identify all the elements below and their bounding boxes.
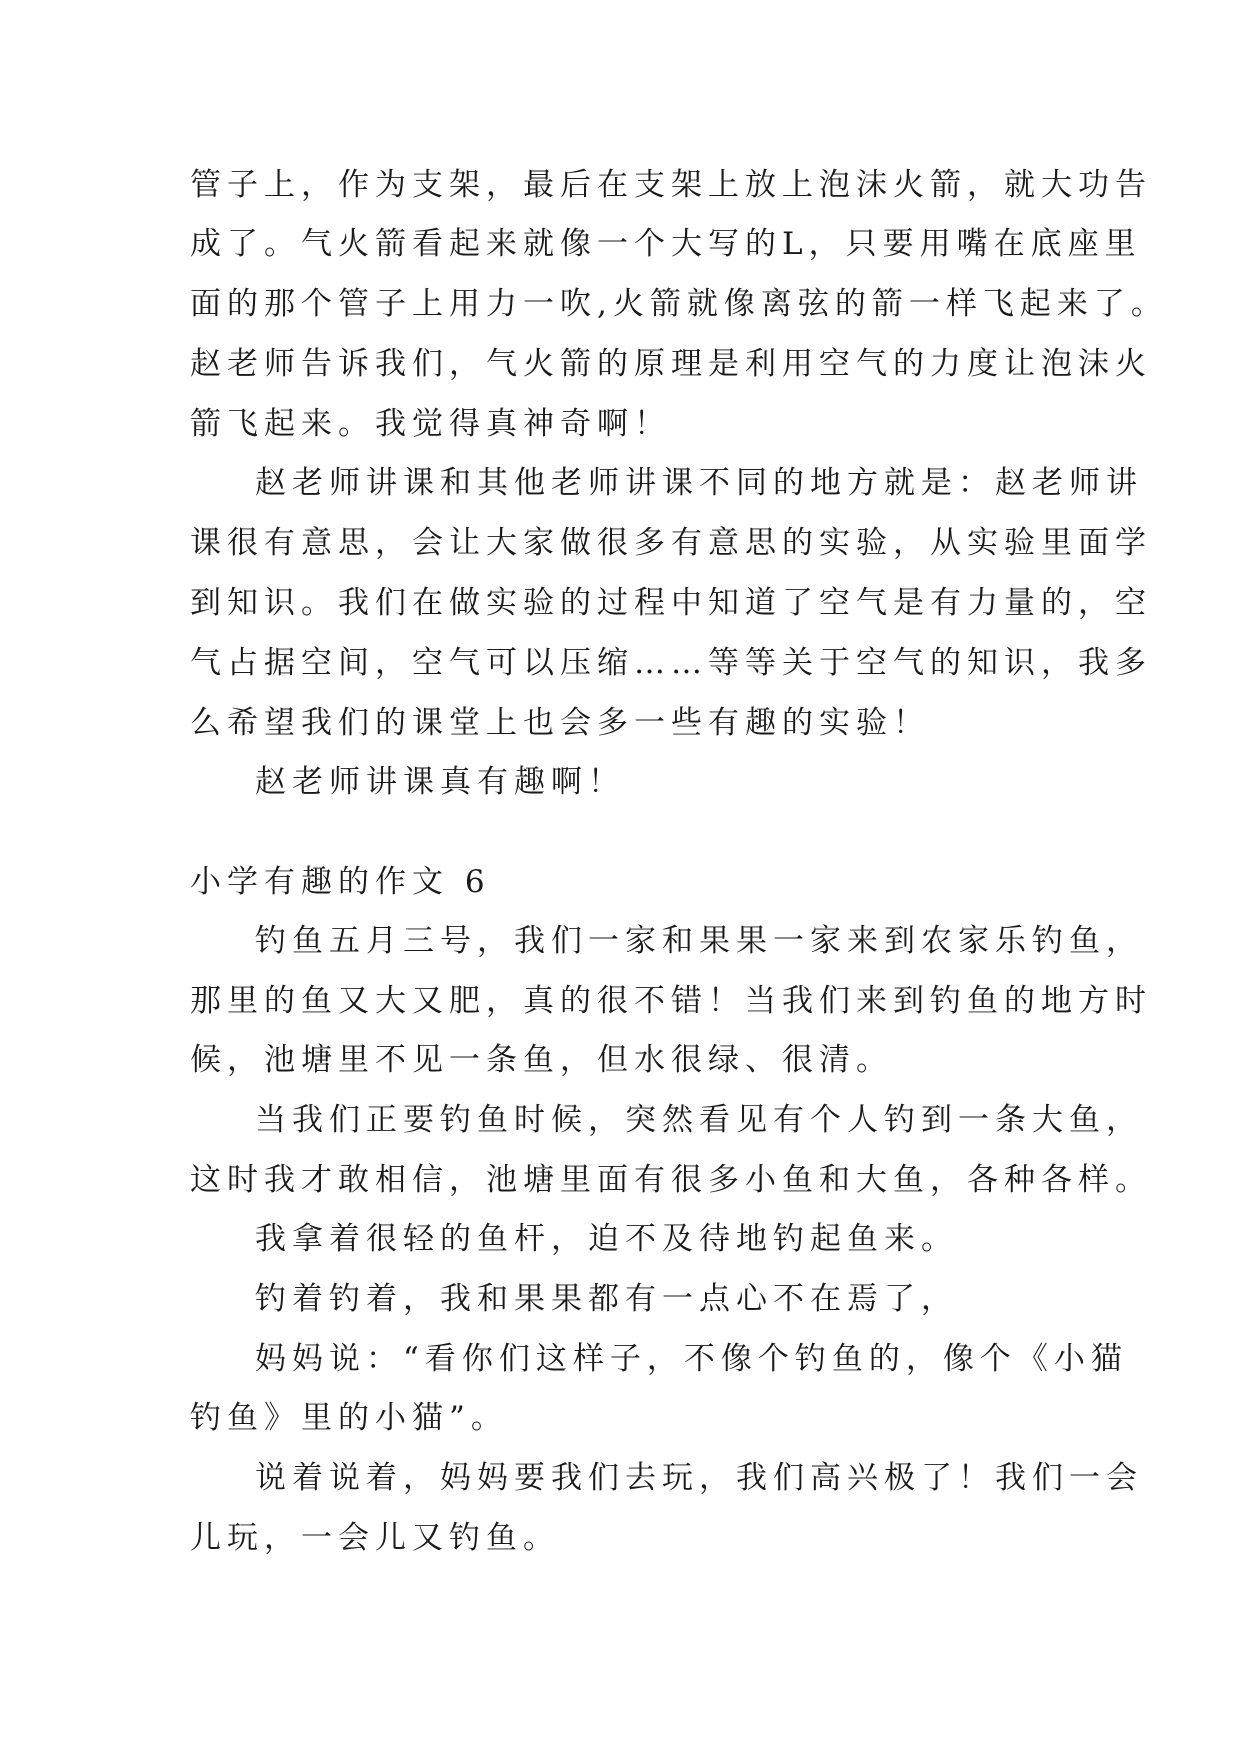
text-line: 那里的鱼又大又肥，真的很不错！当我们来到钓鱼的地方时	[190, 983, 1152, 1019]
text-line: 课很有意思，会让大家做很多有意思的实验，从实验里面学	[190, 525, 1152, 561]
text-line: 管子上，作为支架，最后在支架上放上泡沫火箭，就大功告	[190, 167, 1152, 203]
paragraph-start-line: 当我们正要钓鱼时候，突然看见有个人钓到一条大鱼，	[255, 1102, 1143, 1138]
text-line: 么希望我们的课堂上也会多一些有趣的实验！	[190, 705, 930, 741]
text-line: 钓鱼》里的小猫”。	[190, 1400, 508, 1436]
paragraph-start-line: 赵老师讲课真有趣啊！	[255, 764, 625, 800]
section-title: 小学有趣的作文 6	[190, 864, 491, 900]
text-line: 赵老师告诉我们，气火箭的原理是利用空气的力度让泡沫火	[190, 346, 1152, 382]
paragraph-start-line: 钓着钓着，我和果果都有一点心不在焉了，	[255, 1281, 958, 1317]
paragraph-start-line: 钓鱼五月三号，我们一家和果果一家来到农家乐钓鱼，	[255, 923, 1143, 959]
paragraph-start-line: 妈妈说：“看你们这样子，不像个钓鱼的，像个《小猫	[255, 1341, 1128, 1377]
text-line: 这时我才敢相信，池塘里面有很多小鱼和大鱼，各种各样。	[190, 1162, 1152, 1198]
text-line: 儿玩，一会儿又钓鱼。	[190, 1520, 560, 1556]
text-line: 气占据空间，空气可以压缩……等等关于空气的知识，我多	[190, 645, 1152, 681]
paragraph-start-line: 我拿着很轻的鱼杆，迫不及待地钓起鱼来。	[255, 1221, 958, 1257]
paragraph-start-line: 说着说着，妈妈要我们去玩，我们高兴极了！我们一会	[255, 1460, 1143, 1496]
text-line: 到知识。我们在做实验的过程中知道了空气是有力量的，空	[190, 585, 1152, 621]
text-line: 面的那个管子上用力一吹,火箭就像离弦的箭一样飞起来了。	[190, 286, 1168, 322]
paragraph-start-line: 赵老师讲课和其他老师讲课不同的地方就是：赵老师讲	[255, 465, 1143, 501]
text-line: 候，池塘里不见一条鱼，但水很绿、很清。	[190, 1042, 893, 1078]
text-line: 成了。气火箭看起来就像一个大写的L，只要用嘴在底座里	[190, 226, 1142, 262]
text-line: 箭飞起来。我觉得真神奇啊！	[190, 406, 671, 442]
